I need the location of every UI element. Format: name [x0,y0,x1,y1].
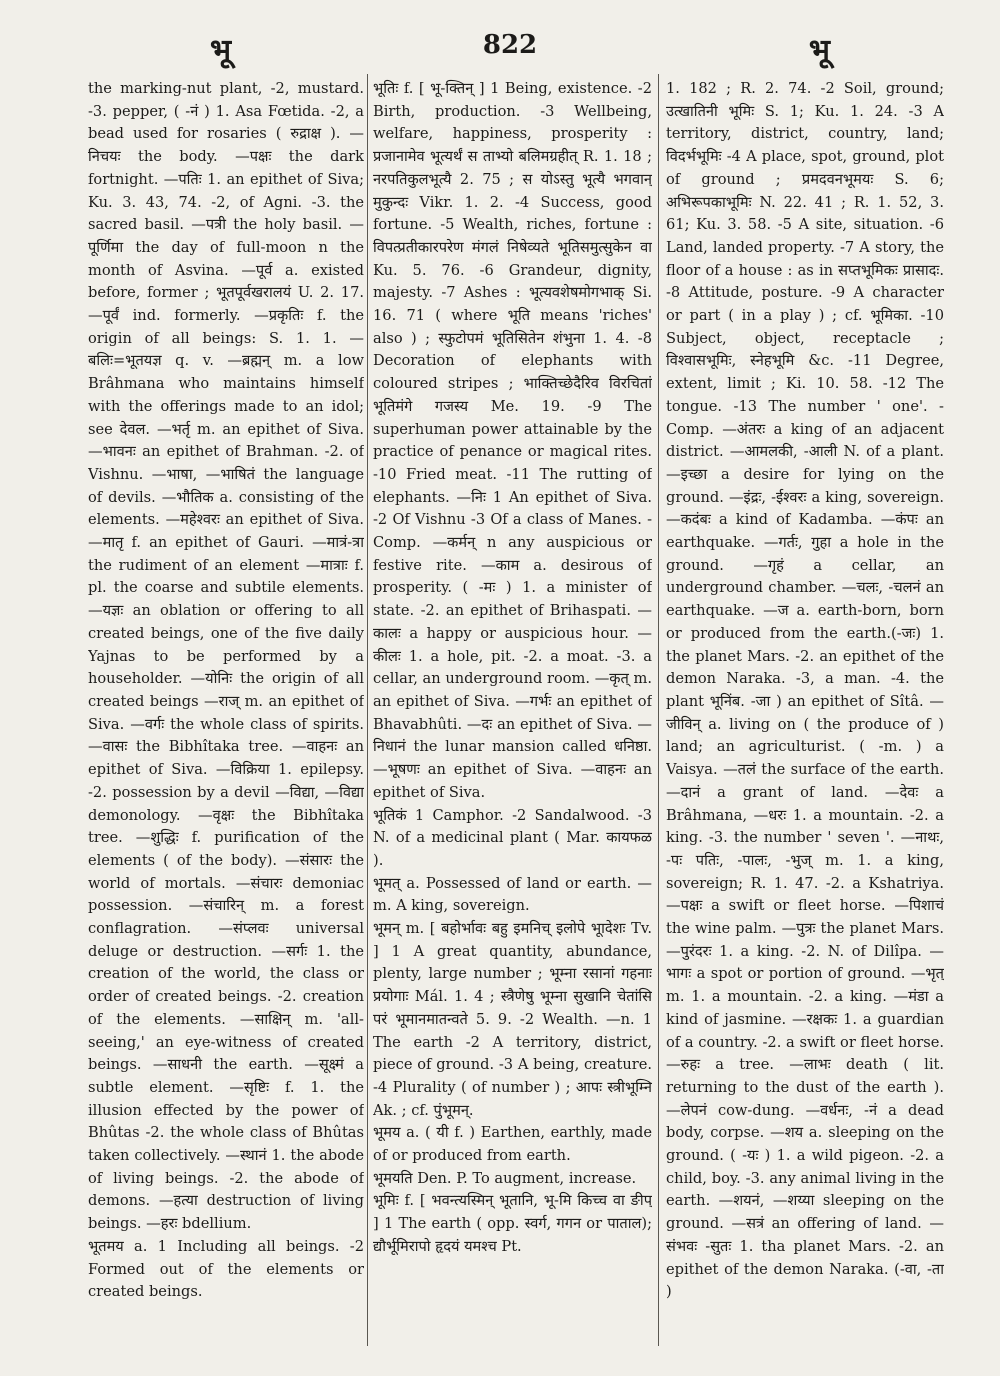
column-divider [367,74,368,1346]
column-1 [88,78,364,1363]
dictionary-entry: भूमन् m. [ बहोर्भावः बहु इमनिच् इलोपे भूादेशः Tv. ] 1 A great quantity, abundance, plenty, large number ; भूम्ना रसानां गहनाः प्रयोगाः Mál. 1. 4 ; स्त्रैणेषु भूम्ना सुखानि चेतांसि परं भूमानमातन्वते 5. 9. -2 Wealth. —n. 1 The earth -2 A territory, district, piece of ground. -3 A being, creature. -4 Plurality ( of number ) ; आपः स्त्रीभूम्नि Ak. ; cf. पुंभूमन्. [373,920,652,1119]
dictionary-entry: भूतिः f. [ भू-क्तिन् ] 1 Being, existence. -2 Birth, production. -3 Wellbeing, welfare, happiness, prosperity : प्रजानामेव भूत्यर्थं स ताभ्यो बलिमग्रहीत् R. 1. 18 ; नरपतिकुलभूत्यै 2. 75 ; स योऽस्तु भूत्यै भगवान् मुकुन्दः Vikr. 1. 2. -4 Success, good fortune. -5 Wealth, riches, fortune : विपत्प्रतीकारपरेण मंगलं निषेव्यते भूतिसमुत्सुकेन वा Ku. 5. 76. -6 Grandeur, dignity, majesty. -7 Ashes : भूत्यवशेषमोगभाक् Si. 16. 71 ( where भूति means 'riches' also ) ; स्फुटोपमं भूतिसितेन शंभुना 1. 4. -8 Decoration of elephants with coloured stripes ; भाक्तिच्छेदैरिव विरचितां भूतिमंगे गजस्य Me. 19. -9 The superhuman power attainable by the practice of penance or magical rites. -10 Fried meat. -11 The rutting of elephants. —निः 1 An epithet of Siva. -2 Of Vishnu -3 Of a class of Manes. -Comp. —कर्मन् n any auspicious or festive rite. —काम a. desirous of prosperity. ( -मः ) 1. a minister of state. -2. an epithet of Brihaspati. —कालः a happy or auspicious hour. —कीलः 1. a hole, pit. -2. a moat. -3. a cellar, an underground room. —कृत् m. an epithet of Siva. —गर्भः an epithet of Bhavabhûti. —दः an epithet of Siva. —निधानं the lunar mansion called धनिष्ठा. —भूषणः an epithet of Siva. —वाहनः an epithet of Siva. [373,80,652,801]
dictionary-entry: भूतिकं 1 Camphor. -2 Sandalwood. -3 N. of a medicinal plant ( Mar. कायफळ ). [373,806,652,869]
column-divider [658,74,659,1346]
left-running-headword: भू [210,33,232,68]
page-number: 822 [482,30,538,60]
page-header [60,28,960,68]
dictionary-entry: भूमय a. ( यी f. ) Earthen, earthly, made of or produced from earth. [373,1124,652,1165]
column-3 [666,78,944,1363]
dictionary-entry: भूतमय a. 1 Including all beings. -2 Formed out of the elements or created beings. [88,1237,364,1301]
right-running-headword: भू [808,33,830,68]
dictionary-entry: 1. 182 ; R. 2. 74. -2 Soil, ground; उत्खातिनी भूमिः S. 1; Ku. 1. 24. -3 A territory, district, country, land; विदर्भभूमिः -4 A place, spot, ground, plot of ground ; प्रमदवनभूमयः S. 6; अभिरूपकाभूमिः N. 22. 41 ; R. 1. 52, 3. 61; Ku. 3. 58. -5 A site, situation. -6 Land, landed property. -7 A story, the floor of a house : as in सप्तभूमिकः प्रासादः. -8 Attitude, posture. -9 A character or part ( in a play ) ; cf. भूमिका. -10 Subject, object, receptacle ; विश्वासभूमिः, स्नेहभूमि &c. -11 Degree, extent, limit ; Ki. 10. 58. -12 The tongue. -13 The number ' one'. -Comp. —अंतरः a king of an adjacent district. —आमलकी, -आली N. of a plant. —इच्छा a desire for lying on the ground. —इंद्रः, -ईश्वरः a king, sovereign. —कदंबः a kind of Kadamba. —कंपः an earthquake. —गर्तः, गुहा a hole in the ground. —गृहं a cellar, an underground chamber. —चलः, -चलनं an earthquake. —ज a. earth-born, born or produced from the earth.(-जः) 1. the planet Mars. -2. an epithet of the demon Naraka. -3, a man. -4. the plant भूनिंब. -जा ) an epithet of Sîtâ. —जीविन् a. living on ( the produce of ) land; an agriculturist. ( -m. ) a Vaisya. —तलं the surface of the earth. —दानं a grant of land. —देवः a Brâhmana, —धरः 1. a mountain. -2. a king. -3. the number ' seven '. —नाथः, -पः पतिः, -पालः, -भुज् m. 1. a king, sovereign; R. 1. 47. -2. a Kshatriya. —पक्षः a swift or fleet horse. —पिशाचं the wine palm. —पुत्रः the planet Mars. —पुरंदरः 1. a king. -2. N. of Dilîpa. —भागः a spot or portion of ground. —भृत् m. 1. a mountain. -2. a king. —मंडा a kind of jasmine. —रक्षकः 1. a guardian of a country. -2. a swift or fleet horse. —रुहः a tree. —लाभः death ( lit. returning to the dust of the earth ). —लेपनं cow-dung. —वर्धनः, -नं a dead body, corpse. —शय a. sleeping on the ground. ( -यः ) 1. a wild pigeon. -2. a child, boy. -3. any animal living in the earth. —शयनं, —शय्या sleeping on the ground. —सत्रं an offering of land. —संभवः -सुतः 1. tha planet Mars. -2. an epithet of the demon Naraka. (-वा, -ता ) [666,80,944,1301]
column-2 [373,78,652,1363]
dictionary-entry: भूमिः f. [ भवन्त्यस्मिन् भूतानि, भू-मि किच्च वा ङीप् ] 1 The earth ( opp. स्वर्ग, गगन or पाताल); द्यौर्भूमिरापो हृदयं यमश्च Pt. [373,1192,652,1255]
dictionary-entry: भूमत् a. Possessed of land or earth. —m. A king, sovereign. [373,874,652,915]
dictionary-entry: भूमयति Den. P. To augment, increase. [373,1169,637,1187]
dictionary-entry: the marking-nut plant, -2, mustard. -3. pepper, ( -नं ) 1. Asa Fœtida. -2, a bead used for rosaries ( रुद्राक्ष ). —निचयः the body. —पक्षः the dark fortnight. —पतिः 1. an epithet of Siva; Ku. 3. 43, 74. -2, of Agni. -3. the sacred basil. —पत्री the holy basil. —पूर्णिमा the day of full-moon n the month of Asvina. —पूर्व a. existed before, former ; भूतपूर्वखरालयं U. 2. 17. —पूर्वं ind. formerly. —प्रकृतिः f. the origin of all beings: S. 1. 1. —बलिः=भूतयज्ञ q. v. —ब्रह्मन् m. a low Brâhmana who maintains himself with the offerings made to an idol; see देवल. —भर्तृ m. an epithet of Siva. —भावनः an epithet of Brahman. -2. of Vishnu. —भाषा, —भाषितं the language of devils. —भौतिक a. consisting of the elements. —महेश्वरः an epithet of Siva. —मातृ f. an epithet of Gauri. —मात्रं-त्रा the rudiment of an element —मात्राः f. pl. the coarse and subtile elements. —यज्ञः an oblation or offering to all created beings, one of the five daily Yajnas to be performed by a householder. —योनिः the origin of all created beings —राज् m. an epithet of Siva. —वर्गः the whole class of spirits. —वासः the Bibhîtaka tree. —वाहनः an epithet of Siva. —विक्रिया 1. epilepsy. -2. possession by a devil —विद्या, —विद्या demonology. —वृक्षः the Bibhîtaka tree. —शुद्धिः f. purification of the elements ( of the body). —संसारः the world of mortals. —संचारः demoniac possession. —संचारिन् m. a forest conflagration. —संप्लवः universal deluge or destruction. —सर्गः 1. the creation of the world, the class or order of created beings. -2. creation of the elements. —साक्षिन् m. 'all-seeing,' an eye-witness of created beings. —साधनी the earth. —सूक्ष्मं a subtle element. —सृष्टिः f. 1. the illusion effected by the power of Bhûtas -2. the whole class of Bhûtas taken collectively. —स्थानं 1. the abode of living beings. -2. the abode of demons. —हत्या destruction of living beings. —हरः bdellium. [88,80,364,1233]
